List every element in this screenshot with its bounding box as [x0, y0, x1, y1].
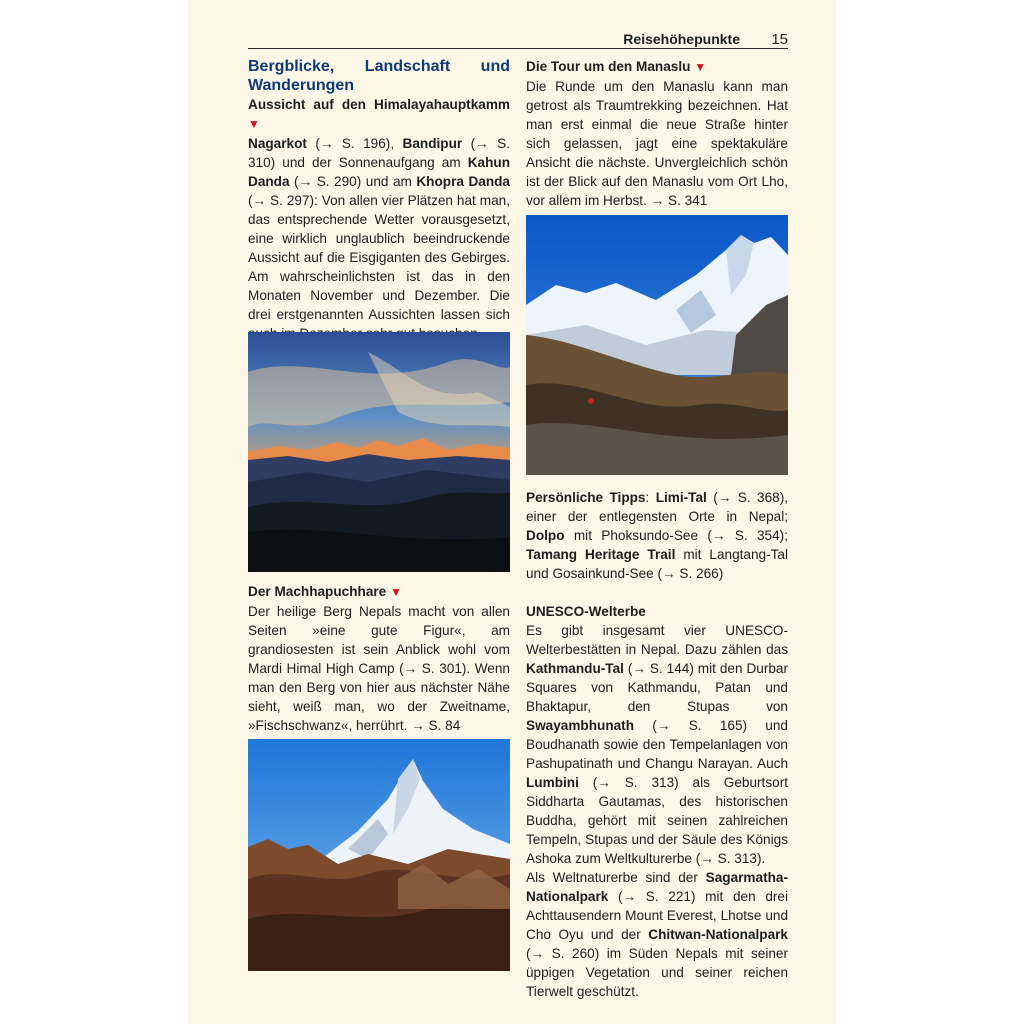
- left-column-bottom: [248, 582, 510, 735]
- left-column-top: [248, 57, 510, 343]
- section-name: Reisehöhepunkte: [623, 31, 740, 47]
- page-number: 15: [771, 31, 788, 48]
- unesco-text-2: Als Weltnaturerbe sind der Sagarmatha-Nationalpark (→ S. 221) mit den drei Achttausendern Mount Everest, Lhotse und Cho Oyu und der Chitwan-Nationalpark (→ S. 260) im Süden Nepals mit seiner üppigen Vegetation und seiner reichen Tierwelt geschützt.: [526, 870, 788, 999]
- himalaya-heading: Aussicht auf den Himalayahauptkamm ▼: [248, 97, 510, 131]
- machhapuchhare-photo: [248, 739, 510, 971]
- himalaya-text: Nagarkot (→ S. 196), Bandipur (→ S. 310) und der Sonnenaufgang am Kahun Danda (→ S. 290) und am Khopra Danda (→ S. 297): Von allen vier Plätzen hat man, das entsprechende Wetter vorausgesetzt, eine wirklich unglaublich beeindruckende Aussicht auf die Eisgiganten des Gebirges. Am wahrscheinlichsten ist das in den Monaten November und Dezember. Die drei erstgenannten Aussichten lassen sich: [248, 136, 510, 322]
- right-column-bottom: [526, 488, 788, 1001]
- manaslu-heading: Die Tour um den Manaslu ▼: [526, 59, 707, 74]
- manaslu-photo: [526, 215, 788, 475]
- machhapuchhare-text: Der heilige Berg Nepals macht von allen Seiten »eine gute Figur«, am grandiosesten ist sein Anblick wohl vom Mardi Himal High Camp (→ S. 301). Wenn man den Berg von hier aus nächster Nähe sieht, weiß man, wo der Zweitname, »Fischschwanz«, herrührt. → S. 84: [248, 604, 510, 733]
- machhapuchhare-heading: Der Machhapuchhare ▼: [248, 584, 402, 599]
- highlight-marker-icon: ▼: [248, 117, 260, 131]
- sunset-mountain-photo: [248, 332, 510, 572]
- manaslu-text: Die Runde um den Manaslu kann man getrost als Traumtrekking bezeichnen. Hat man erst einmal die neue Straße hinter sich gelassen, jagt eine spektakuläre Ansicht die nächste. Unvergleichlich schön ist der Blick auf den Manaslu vom Ort Lho, vor allem im Herbst. → S. 341: [526, 79, 788, 208]
- unesco-text-1: Es gibt insgesamt vier UNESCO-Welterbestätten in Nepal. Dazu zählen das Kathmandu-Tal (→ S. 144) mit den Durbar Squares von Kathmandu, Patan und Bhaktapur, den Stupas von Swayambhunath (→ S. 165) und Boudhanath sowie den Tempelanlagen von Pashupatinath und Changu Narayan. Auch Lumbini (→ S. 313) als Geburtsort Siddharta Gautamas, des historischen Buddha, gehört mit seinen zahlreichen Tempeln, Stupas und der Säule des Königs Ashoka zum Weltkulturerbe (→ S. 313).: [526, 623, 788, 866]
- section-title: Bergblicke, Landschaft und Wanderungen: [248, 58, 510, 94]
- unesco-heading: UNESCO-Welterbe: [526, 604, 646, 619]
- personal-tips: Persönliche Tipps: Limi-Tal (→ S. 368), einer der entlegensten Orte in Nepal; Dolpo mit Phoksundo-See (→ S. 354); Tamang Heritage Trail mit Langtang-Tal und Gosainkund-See (→ S. 266): [526, 490, 789, 581]
- highlight-marker-icon: ▼: [390, 585, 402, 599]
- right-column-top: [526, 57, 788, 210]
- highlight-marker-icon: ▼: [694, 60, 707, 74]
- running-head: [248, 30, 788, 49]
